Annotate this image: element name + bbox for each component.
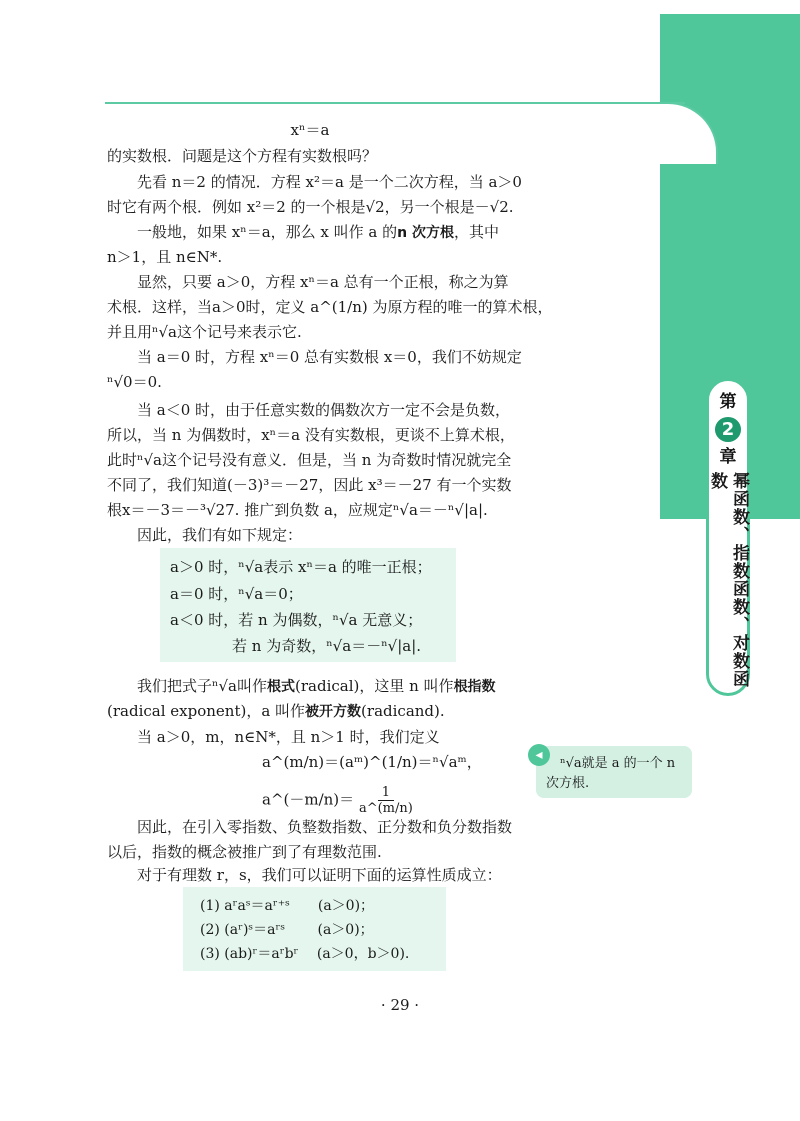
- text-line: 当 a＜0 时，由于任意实数的偶数次方一定不会是负数，: [137, 401, 511, 419]
- formula-negative-exponent: [262, 785, 413, 816]
- definition-text: (radical exponent)，a 叫作: [107, 702, 306, 720]
- note-line: 次方根.: [546, 776, 590, 791]
- formula-fractional-exponent: a^(m/n)＝(aᵐ)^(1/n)＝ⁿ√aᵐ，: [262, 753, 482, 771]
- chapter-title: 幂函数、指数函数、对数函数: [707, 471, 749, 688]
- definition-line: [137, 222, 499, 243]
- definition-text: 我们把式子ⁿ√a叫作: [137, 677, 267, 695]
- text-line: 所以，当 n 为偶数时，xⁿ＝a 没有实数根，更谈不上算术根，: [107, 426, 515, 444]
- property-item: (1) aʳaˢ＝aʳ⁺ˢ (a＞0)；: [200, 898, 375, 914]
- term-radical-exponent: 根指数: [453, 679, 496, 695]
- text-line: 不同了，我们知道(－3)³＝－27，因此 x³＝－27 有一个实数: [107, 476, 512, 494]
- fraction: [359, 785, 413, 816]
- header-rule: [105, 102, 685, 104]
- radical-definition-line: [137, 676, 496, 697]
- note-line: ⁿ√a就是 a 的一个 n: [560, 756, 676, 771]
- fraction-denominator: a^(m/n): [358, 801, 413, 816]
- text-line: 此时ⁿ√a这个记号没有意义．但是，当 n 为奇数时情况就完全: [107, 451, 512, 469]
- margin-note: [536, 746, 692, 798]
- text-line: 因此，在引入零指数、负整数指数、正分数和负分数指数: [137, 818, 513, 836]
- formula-lhs: a^(－m/n)＝: [262, 790, 355, 809]
- fraction-numerator: 1: [378, 785, 394, 801]
- text-line: 对于有理数 r，s，我们可以证明下面的运算性质成立：: [137, 866, 502, 884]
- term-radicand: 被开方数: [305, 704, 362, 720]
- chapter-prefix: 第: [719, 392, 737, 412]
- equation-xn-a: xⁿ＝a: [290, 121, 330, 139]
- text-line: 的实数根．问题是这个方程有实数根吗？: [107, 147, 378, 165]
- text-line: 显然，只要 a＞0，方程 xⁿ＝a 总有一个正根，称之为算: [137, 273, 509, 291]
- page-number: · 29 ·: [380, 996, 420, 1014]
- note-arrow-icon: ◂: [528, 744, 550, 766]
- property-item: (3) (ab)ʳ＝aʳbʳ (a＞0，b＞0).: [200, 946, 410, 962]
- term-nth-root: n 次方根: [397, 225, 454, 241]
- radicand-definition-line: [107, 701, 445, 722]
- term-radical: 根式: [267, 679, 295, 695]
- text-line: 因此，我们有如下规定：: [137, 526, 303, 544]
- text-line: 当 a＝0 时，方程 xⁿ＝0 总有实数根 x＝0，我们不妨规定: [137, 348, 522, 366]
- text-line: 术根．这样，当a＞0时，定义 a^(1/n) 为原方程的唯一的算术根，: [107, 298, 553, 316]
- rule-item: a＝0 时，ⁿ√a＝0；: [170, 585, 303, 603]
- text-line: 先看 n＝2 的情况．方程 x²＝a 是一个二次方程，当 a＞0: [137, 173, 522, 191]
- text-line: 时它有两个根．例如 x²＝2 的一个根是√2，另一个根是－√2.: [107, 198, 514, 216]
- chapter-tab: [706, 378, 750, 696]
- rule-item: a＜0 时，若 n 为偶数，ⁿ√a 无意义；: [170, 611, 423, 629]
- text-line: n＞1，且 n∈N*.: [107, 248, 223, 266]
- definition-text: 一般地，如果 xⁿ＝a，那么 x 叫作 a 的: [137, 223, 398, 241]
- text-line: 以后，指数的概念被推广到了有理数范围.: [107, 843, 382, 861]
- definition-text: ，其中: [453, 223, 499, 241]
- definition-text: (radical)，这里 n 叫作: [295, 677, 454, 695]
- chapter-suffix: 章: [719, 446, 737, 467]
- rule-item: 若 n 为奇数，ⁿ√a＝－ⁿ√|a|.: [232, 637, 422, 655]
- property-item: (2) (aʳ)ˢ＝aʳˢ (a＞0)；: [200, 922, 374, 938]
- text-line: 当 a＞0，m，n∈N*，且 n＞1 时，我们定义: [137, 728, 440, 746]
- text-line: 并且用ⁿ√a这个记号来表示它.: [107, 323, 302, 341]
- definition-text: (radicand).: [361, 702, 445, 720]
- chapter-number: 2: [715, 417, 741, 442]
- text-line: 根x＝－3＝－³√27. 推广到负数 a，应规定ⁿ√a＝－ⁿ√|a|.: [107, 501, 488, 519]
- rule-item: a＞0 时，ⁿ√a表示 xⁿ＝a 的唯一正根；: [170, 558, 432, 576]
- text-line: ⁿ√0＝0.: [107, 373, 162, 391]
